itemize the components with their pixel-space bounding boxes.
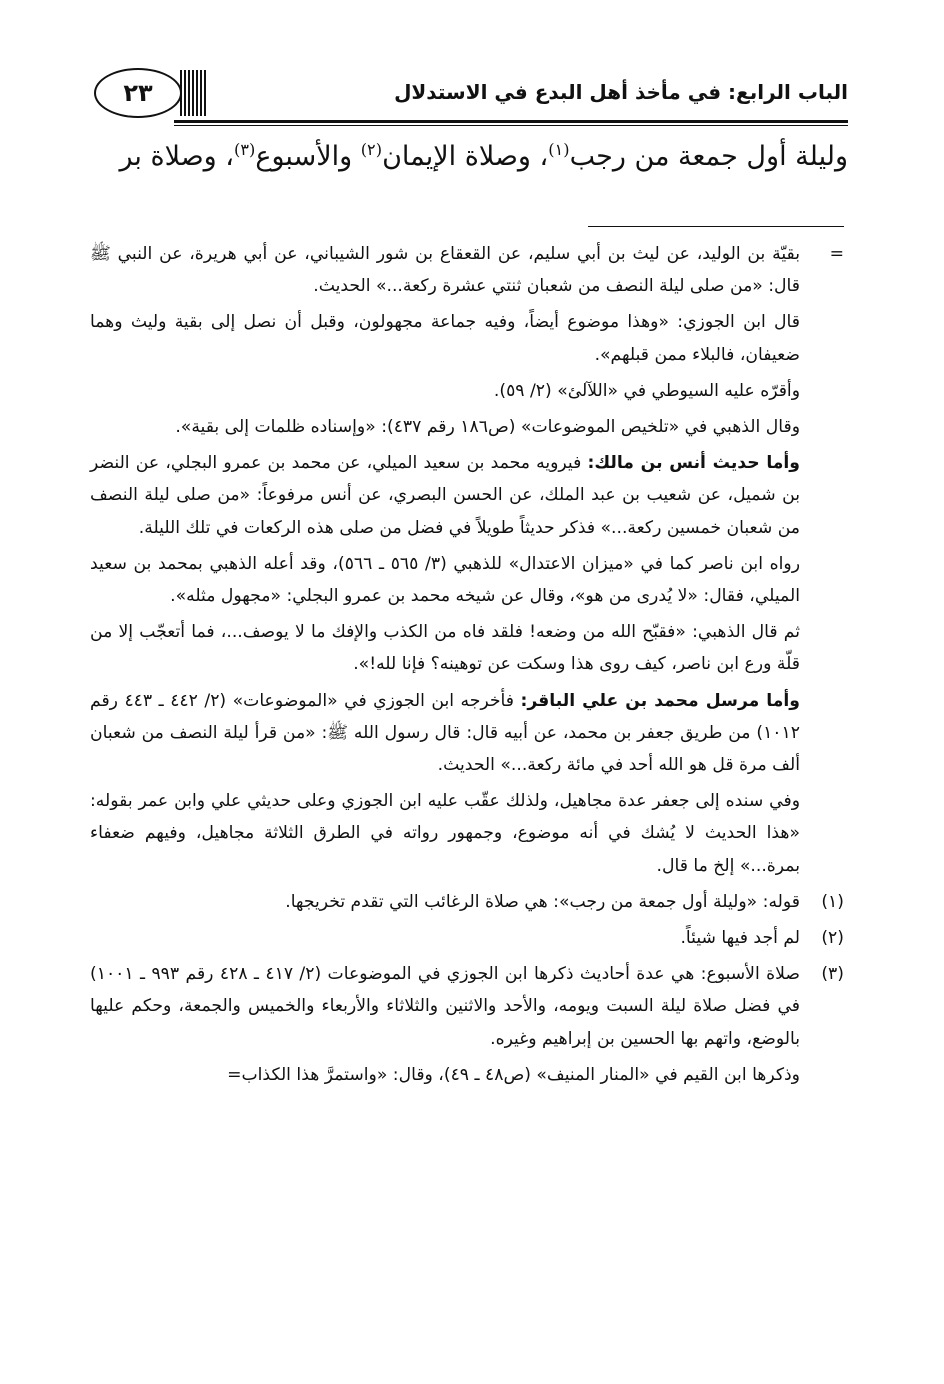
bold-heading: وأما حديث أنس بن مالك: (587, 453, 800, 474)
footnote-text: لم أجد فيها شيئاً. (680, 928, 800, 949)
footnote-ref-1: (١) (548, 140, 570, 159)
footnote-paragraph (90, 685, 800, 782)
footnote-1 (90, 886, 844, 918)
footnote-text: صلاة الأسبوع: هي عدة أحاديث ذكرها ابن الجوزي في الموضوعات (٢/ ٤١٧ ـ ٤٢٨ رقم ٩٩٣ ـ ١٠٠١) في فضل صلاة ليلة السبت ويومه، والأحد والاثنين والثلاثاء والأربعاء والخميس والجمعة، وحكم عليها بالوضع، واتهم بها الحسين بن إبراهيم وغيره. (90, 964, 800, 1049)
footnote-mark: (٣) (821, 964, 844, 985)
chapter-title: الباب الرابع: في مأخذ أهل البدع في الاستدلال (394, 80, 848, 104)
main-text-line (88, 140, 848, 172)
main-text-part: والأسبوع (255, 141, 361, 172)
footnote-paragraph: ثم قال الذهبي: «فقبّح الله من وضعه! فلقد فاه من الكذب والإفك ما لا يوصف...، فما أتعجّب إلا من قلّة ورع ابن ناصر، كيف روى هذا وسكت عن توهينه؟ فإنا لله!». (90, 622, 800, 675)
footnote-2 (90, 922, 844, 954)
page-number: ٢٣ (123, 79, 153, 107)
footnote-text: وذكرها ابن القيم في «المنار المنيف» (ص٤٨ ـ ٤٩)، وقال: «واستمرَّ هذا الكذاب= (227, 1064, 800, 1085)
footnote-paragraph: وقال الذهبي في «تلخيص الموضوعات» (ص١٨٦ رقم ٤٣٧): «وإسناده ظلمات إلى بقية». (175, 417, 800, 438)
footnote-text: فأخرجه ابن الجوزي في «الموضوعات» (٢/ ٤٤٢ ـ ٤٤٣ رقم ١٠١٢) من طريق جعفر بن محمد، عن أبيه قال: قال رسول الله ﷺ: «من قرأ ليلة النصف من شعبان ألف مرة قل هو الله أحد في مائة ركعة...» الحديث. (90, 690, 800, 776)
footnote-paragraph: وأقرّه عليه السيوطي في «اللآلئ» (٢/ ٥٩). (493, 380, 800, 401)
footnote-continuation (90, 238, 844, 882)
main-text-part: ، وصلاة بر (119, 141, 234, 172)
footnote-mark: (٢) (821, 928, 844, 949)
page-number-badge (94, 68, 182, 118)
footnote-paragraph: رواه ابن ناصر كما في «ميزان الاعتدال» للذهبي (٣/ ٥٦٥ ـ ٥٦٦)، وقد أعله الذهبي بمحمد بن سعيد الميلي، فقال: «لا يُدرى من هو»، وقال عن شيخه محمد بن عمرو البجلي: «مجهول مثله». (90, 553, 800, 607)
footnote-separator (588, 226, 844, 227)
footnote-mark: (١) (821, 891, 844, 912)
footnote-ref-3: (٣) (234, 140, 256, 159)
footnote-text: قوله: «وليلة أول جمعة من رجب»: هي صلاة الرغائب التي تقدم تخريجها. (285, 891, 800, 912)
running-header (88, 58, 848, 128)
main-text-part: ، وصلاة الإيمان (382, 141, 549, 172)
footnote-paragraph: بقيّة بن الوليد، عن ليث بن أبي سليم، عن القعقاع بن شور الشيباني، عن أبي هريرة، عن النبي ﷺ قال: «من صلى ليلة النصف من شعبان ثنتي عشرة ركعة...» الحديث. (90, 244, 800, 297)
header-rule (174, 120, 848, 123)
main-text-part: وليلة أول جمعة من رجب (569, 141, 848, 172)
footnotes (90, 238, 844, 1091)
footnote-paragraph (90, 447, 800, 544)
header-rule-thin (174, 125, 848, 126)
header-ornament (180, 70, 208, 116)
footnote-3 (90, 958, 844, 1091)
footnote-paragraph: قال ابن الجوزي: «وهذا موضوع أيضاً، وفيه جماعة مجهولون، وقبل أن نصل إلى بقية وليث وهما ضعيفان، فالبلاء ممن قبلهم». (90, 312, 800, 365)
bold-heading: وأما مرسل محمد بن علي الباقر: (520, 690, 800, 711)
continuation-mark: = (829, 244, 844, 264)
footnote-ref-2: (٢) (360, 140, 383, 159)
footnote-paragraph: وفي سنده إلى جعفر عدة مجاهيل، ولذلك عقّب عليه ابن الجوزي وعلى حديثي علي وابن عمر بقوله: «هذا الحديث لا يُشك في أنه موضوع، وجمهور رواته في الطرق الثلاثة مجاهيل، وفيهم ضعفاء بمرة...» إلخ ما قال. (90, 791, 800, 876)
footnote-text: فيرويه محمد بن سعيد الميلي، عن محمد بن عمرو البجلي، عن النضر بن شميل، عن شعيب بن عبد الملك، عن الحسن البصري، عن أنس مرفوعاً: «من صلى ليلة النصف من شعبان خمسين ركعة...» فذكر حديثاً طويلاً في فضل من صلى هذه الركعات في تلك الليلة. (90, 453, 800, 538)
